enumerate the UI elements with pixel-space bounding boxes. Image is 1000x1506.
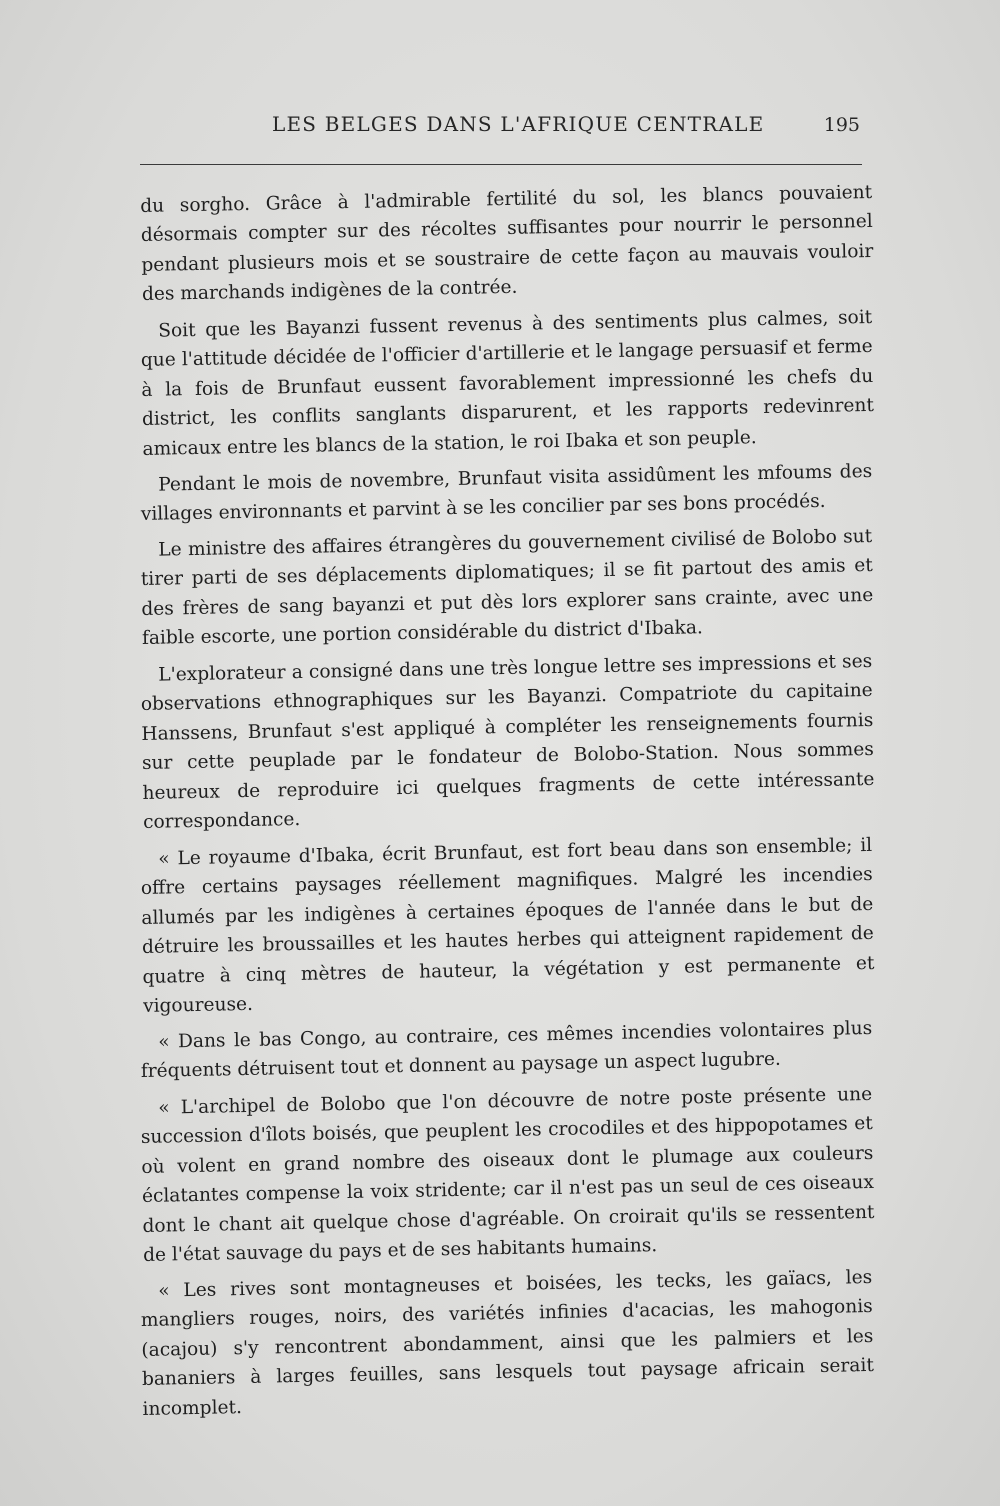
paragraph-8: « L'archipel de Bolobo que l'on découvre de notre poste présente une succession d'îlots boisés, que peuplent les crocodiles et des hippopotames et où volent en grand nombre des oiseaux dont le plumage aux couleurs éclatantes compense la voix stridente; car il n'est pas un seul de ces oiseaux dont le chant ait quelque chose d'agréable. On croirait qu'ils se ressentent de l'état sauvage du pays et de ses habitants humains. xyxy=(140,1083,875,1266)
header-rule xyxy=(140,164,862,165)
page-number: 195 xyxy=(823,114,860,136)
body-text xyxy=(140,181,875,1431)
paragraph-7: « Dans le bas Congo, au contraire, ces mêmes incendies volontaires plus fréquents détruisent tout et donnent au paysage un aspect lugubre. xyxy=(140,1017,873,1083)
paragraph-5: L'explorateur a consigné dans une très longue lettre ses impressions et ses observations ethnographiques sur les Bayanzi. Compatriote du capitaine Hanssens, Brunfaut s'est appliqué à compléter les renseignements fournis sur cette peuplade par le fondateur de Bolobo-Station. Nous sommes heureux de reproduire ici quelques fragments de cette intéressante correspondance. xyxy=(140,651,875,834)
paragraph-3: Pendant le mois de novembre, Brunfaut visita assidûment les mfoums des villages environnants et parvint à se les concilier par ses bons procédés. xyxy=(140,460,873,526)
paragraph-4: Le ministre des affaires étrangères du gouvernement civilisé de Bolobo sut tirer parti de ses déplacements diplomatiques; il se fit partout des amis et des frères de sang bayanzi et put dès lors explorer sans crainte, avec une faible escorte, une portion considérable du district d'Ibaka. xyxy=(140,526,874,650)
paragraph-6: « Le royaume d'Ibaka, écrit Brunfaut, est fort beau dans son ensemble; il offre certains paysages réellement magnifiques. Malgré les incendies allumés par les indigènes à certaines époques de l'année dans le but de détruire les broussailles et les hautes herbes qui atteignent rapidement de quatre à cinq mètres de hauteur, la végétation y est permanente et vigoureuse. xyxy=(140,834,875,1017)
paragraph-9: « Les rives sont montagneuses et boisées, les tecks, les gaïacs, les mangliers rouges, noirs, des variétés infinies d'acacias, les mahogonis (acajou) s'y rencontrent abondamment, ainsi que les palmiers et les bananiers à larges feuilles, sans lesquels tout paysage africain serait incomplet. xyxy=(140,1267,875,1420)
running-title: LES BELGES DANS L'AFRIQUE CENTRALE xyxy=(272,112,765,136)
running-head xyxy=(140,112,860,142)
paragraph-2: Soit que les Bayanzi fussent revenus à des sentiments plus calmes, soit que l'attitude décidée de l'officier d'artillerie et le langage persuasif et ferme à la fois de Brunfaut eussent favorablement impressionné les chefs du district, les conflits sanglants disparurent, et les rapports redevinrent amicaux entre les blancs de la station, le roi Ibaka et son peuple. xyxy=(140,306,875,460)
paragraph-1: du sorgho. Grâce à l'admirable fertilité du sol, les blancs pouvaient désormais compter sur des récoltes suffisantes pour nourrir le personnel pendant plusieurs mois et se soustraire de cette façon au mauvais vouloir des marchands indigènes de la contrée. xyxy=(140,181,874,306)
